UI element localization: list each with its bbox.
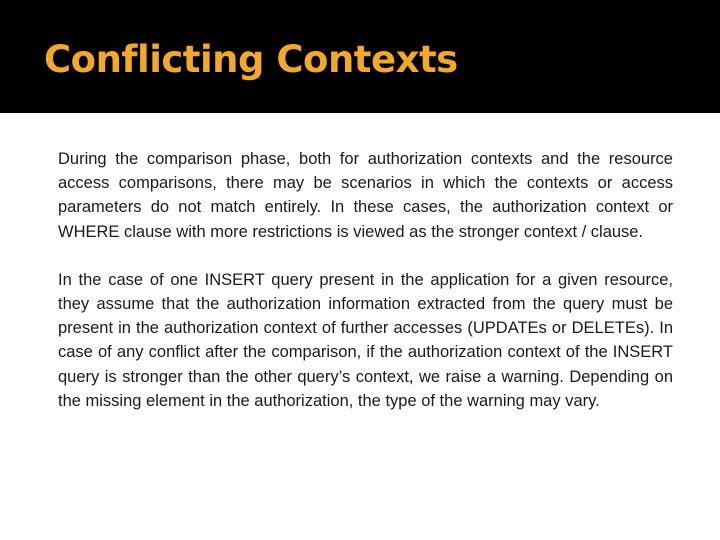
body-paragraph-2: In the case of one INSERT query present in the application for a given resource, they assume that the authorization information extracted from the query must be present in the authorization context of further accesses (UPDATEs or DELETEs). In case of any conflict after the comparison, if the authorization context of the INSERT query is stronger than the other query’s context, we raise a warning. Depending on the missing element in the authorization, the type of the warning may vary. — [58, 270, 673, 410]
slide-body — [58, 147, 673, 413]
slide-title: Conflicting Contexts — [44, 38, 458, 81]
title-bar — [0, 0, 720, 113]
body-paragraph-1: During the comparison phase, both for authorization contexts and the resource access comparisons, there may be scenarios in which the contexts or access parameters do not match entirely. In these cases, the authorization context or WHERE clause with more restrictions is viewed as the stronger context / clause. — [58, 150, 673, 241]
